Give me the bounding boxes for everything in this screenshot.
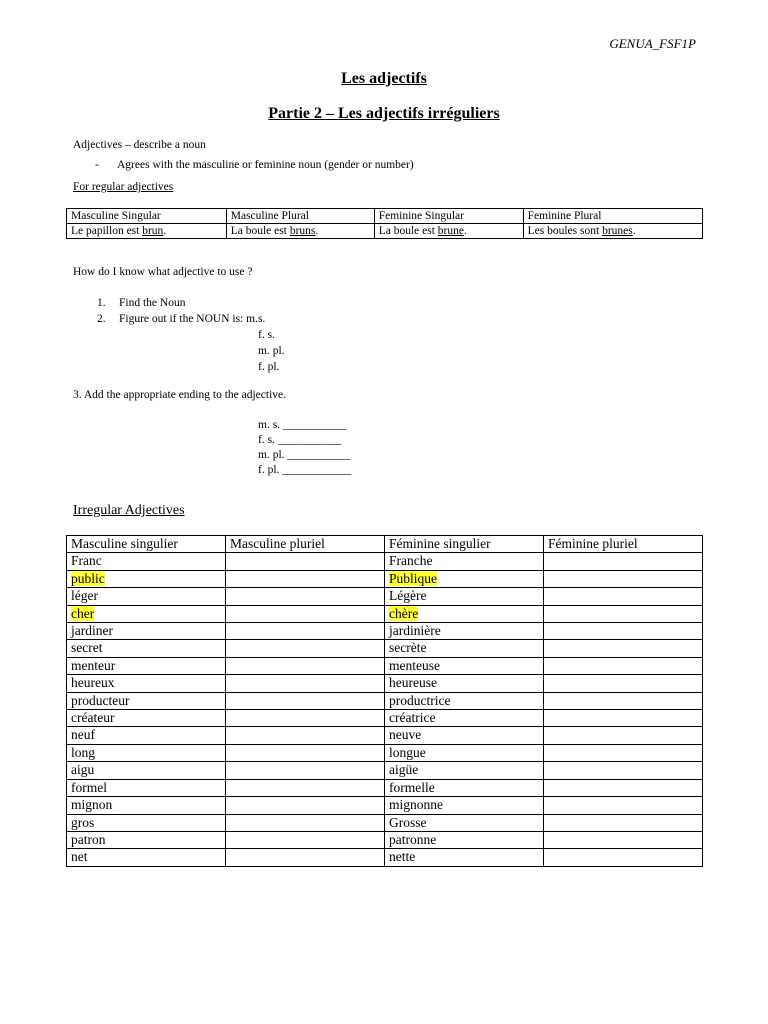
feminine-singular-cell [385,762,544,779]
table-row [67,727,703,744]
table-header-cell: Masculine Plural [226,209,374,224]
table-header-cell: Feminine Singular [374,209,523,224]
feminine-plural-cell [544,849,703,866]
table-header-cell: Masculine Singular [67,209,227,224]
masculine-singular-cell [67,849,226,866]
adjective-text: léger [71,588,98,604]
masculine-plural-cell [226,849,385,866]
adjective-text: jardiner [71,623,113,639]
feminine-plural-cell [544,675,703,692]
masculine-plural-cell [226,623,385,640]
page-subtitle: Partie 2 – Les adjectifs irréguliers [268,105,500,122]
adjective-text: mignon [71,797,113,813]
regular-adjectives-table [66,208,703,239]
masculine-plural-cell [226,744,385,761]
table-header-cell: Masculine pluriel [226,536,385,553]
adjective-text: neuf [71,727,95,743]
table-row [67,744,703,761]
feminine-plural-cell [544,797,703,814]
table-header-cell: Masculine singulier [67,536,226,553]
table-row [67,657,703,674]
blank-line: m. s. ___________ [258,419,347,431]
table-cell: La boule est brune. [374,224,523,239]
list-item: f. s. [258,329,275,341]
table-row [67,553,703,570]
bullet-text: Agrees with the masculine or feminine noun (gender or number) [117,159,414,171]
adjective-text: Publique [389,570,438,586]
adjective-text: chère [389,605,419,621]
feminine-singular-cell [385,623,544,640]
feminine-plural-cell [544,623,703,640]
masculine-plural-cell [226,797,385,814]
feminine-plural-cell [544,692,703,709]
feminine-singular-cell [385,779,544,796]
page-title: Les adjectifs [341,70,427,87]
irregular-adjectives-table [66,535,703,867]
masculine-plural-cell [226,692,385,709]
masculine-plural-cell [226,831,385,848]
list-item: 1. Find the Noun [97,297,186,309]
feminine-plural-cell [544,605,703,622]
masculine-plural-cell [226,675,385,692]
adjective-text: cher [71,605,95,621]
feminine-singular-cell [385,727,544,744]
masculine-plural-cell [226,570,385,587]
feminine-singular-cell [385,640,544,657]
feminine-singular-cell [385,710,544,727]
feminine-plural-cell [544,588,703,605]
adjective-text: secret [71,640,103,656]
table-row [67,640,703,657]
adjective-text: heureux [71,675,115,691]
step-three-text: 3. Add the appropriate ending to the adjective. [73,389,287,401]
masculine-singular-cell [67,779,226,796]
table-header-cell: Féminine pluriel [544,536,703,553]
adjective-text: neuve [389,727,422,743]
feminine-plural-cell [544,831,703,848]
feminine-plural-cell [544,710,703,727]
masculine-plural-cell [226,762,385,779]
list-item: f. pl. [258,361,280,373]
bullet-marker: - [95,159,99,171]
table-row [67,814,703,831]
adjective-text: gros [71,814,95,830]
document-code: GENUA_FSF1P [609,36,696,51]
feminine-plural-cell [544,762,703,779]
table-header-row [67,536,703,553]
regular-adjectives-heading: For regular adjectives [73,181,174,193]
masculine-plural-cell [226,553,385,570]
adjective-text: secrète [389,640,427,656]
list-item: 2. Figure out if the NOUN is: m.s. [97,313,266,325]
adjective-text: menteur [71,657,116,673]
feminine-plural-cell [544,744,703,761]
masculine-plural-cell [226,727,385,744]
masculine-plural-cell [226,605,385,622]
intro-text: Adjectives – describe a noun [73,139,206,151]
bullet-item [95,159,414,171]
feminine-plural-cell [544,814,703,831]
feminine-plural-cell [544,657,703,674]
adjective-text: créatrice [389,710,436,726]
blank-line: f. pl. ____________ [258,464,352,476]
adjective-text: nette [389,849,416,865]
masculine-plural-cell [226,814,385,831]
feminine-plural-cell [544,779,703,796]
table-row [67,849,703,866]
adjective-text: patronne [389,831,437,847]
masculine-plural-cell [226,657,385,674]
masculine-singular-cell [67,623,226,640]
masculine-singular-cell [67,675,226,692]
masculine-singular-cell [67,640,226,657]
masculine-singular-cell [67,797,226,814]
feminine-singular-cell [385,692,544,709]
feminine-singular-cell [385,588,544,605]
masculine-singular-cell [67,605,226,622]
masculine-singular-cell [67,657,226,674]
adjective-text: formel [71,779,107,795]
table-row [67,675,703,692]
feminine-singular-cell [385,675,544,692]
masculine-singular-cell [67,692,226,709]
table-cell: La boule est bruns. [226,224,374,239]
masculine-plural-cell [226,779,385,796]
masculine-plural-cell [226,588,385,605]
question-text: How do I know what adjective to use ? [73,266,253,278]
masculine-singular-cell [67,588,226,605]
table-row [67,831,703,848]
masculine-singular-cell [67,744,226,761]
steps-list [97,295,265,327]
table-row [67,779,703,796]
adjective-text: long [71,744,96,760]
adjective-text: public [71,570,105,586]
masculine-singular-cell [67,762,226,779]
masculine-singular-cell [67,710,226,727]
table-row [67,797,703,814]
noun-forms-list [258,327,285,375]
table-header-cell: Féminine singulier [385,536,544,553]
adjective-text: menteuse [389,657,440,673]
feminine-singular-cell [385,605,544,622]
adjective-text: patron [71,831,106,847]
feminine-singular-cell [385,831,544,848]
adjective-text: aigu [71,762,95,778]
adjective-text: Légère [389,588,427,604]
fill-in-blanks [258,418,351,478]
irregular-adjectives-heading: Irregular Adjectives [73,503,185,518]
feminine-singular-cell [385,657,544,674]
masculine-plural-cell [226,640,385,657]
table-row [67,605,703,622]
masculine-plural-cell [226,710,385,727]
blank-line: f. s. ___________ [258,434,342,446]
adjective-text: net [71,849,88,865]
table-header-cell: Feminine Plural [523,209,702,224]
table-row [67,710,703,727]
feminine-plural-cell [544,570,703,587]
adjective-text: Franche [389,553,433,569]
adjective-text: mignonne [389,797,443,813]
adjective-text: jardinière [389,623,441,639]
masculine-singular-cell [67,727,226,744]
table-row [67,692,703,709]
adjective-text: formelle [389,779,435,795]
adjective-text: producteur [71,692,130,708]
table-row [67,224,703,239]
adjective-text: Grosse [389,814,427,830]
blank-line: m. pl. ___________ [258,449,351,461]
feminine-singular-cell [385,744,544,761]
feminine-singular-cell [385,797,544,814]
adjective-text: Franc [71,553,102,569]
masculine-singular-cell [67,831,226,848]
adjective-text: longue [389,744,426,760]
feminine-singular-cell [385,570,544,587]
feminine-plural-cell [544,727,703,744]
feminine-singular-cell [385,553,544,570]
feminine-singular-cell [385,814,544,831]
feminine-plural-cell [544,640,703,657]
masculine-singular-cell [67,570,226,587]
table-row [67,588,703,605]
list-item: m. pl. [258,345,285,357]
masculine-singular-cell [67,814,226,831]
table-cell: Le papillon est brun. [67,224,227,239]
table-row [67,762,703,779]
feminine-plural-cell [544,553,703,570]
table-header-row [67,209,703,224]
adjective-text: créateur [71,710,115,726]
masculine-singular-cell [67,553,226,570]
table-cell: Les boules sont brunes. [523,224,702,239]
adjective-text: aigüe [389,762,419,778]
adjective-text: productrice [389,692,451,708]
table-row [67,570,703,587]
feminine-singular-cell [385,849,544,866]
adjective-text: heureuse [389,675,437,691]
table-row [67,623,703,640]
